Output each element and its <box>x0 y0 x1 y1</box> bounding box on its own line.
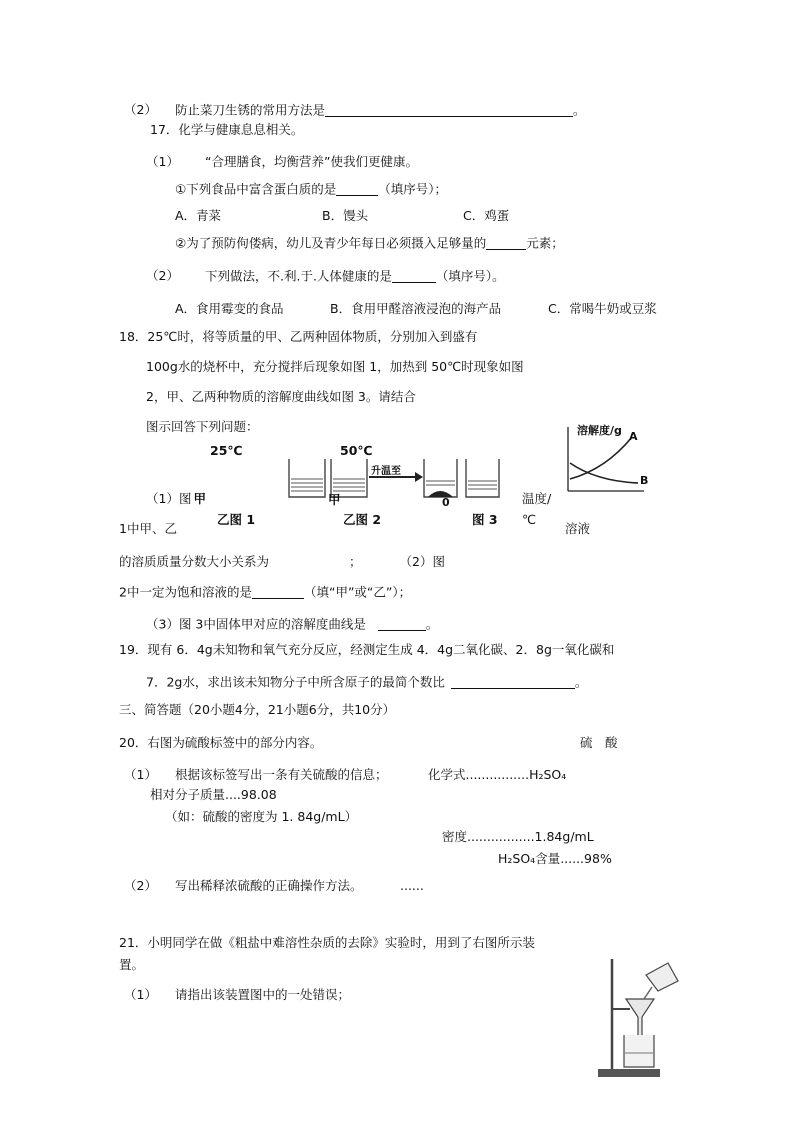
beaker-figures <box>285 455 515 503</box>
q17-p2-pre: 下列做法，不.利.于.人体健康的是 <box>205 268 392 284</box>
q18-line-b-pre: 的溶质质量分数大小关系为 <box>119 554 270 569</box>
q18-line-d-pre: （3）图 3中固体甲对应的溶解度曲线是 <box>146 616 366 632</box>
q20-p2-dots: ...... <box>400 878 424 893</box>
curve-a-label: A <box>629 430 638 443</box>
q17-p2-blank[interactable] <box>392 270 436 283</box>
q17-s1-blank[interactable] <box>336 183 378 196</box>
q17-s1-pre: ①下列食品中富含蛋白质的是 <box>175 181 337 197</box>
heat-arrow-label: 升温至 <box>371 466 401 477</box>
label-molar-mass: 相对分子质量....98.08 <box>150 787 277 802</box>
q17-p1-number: （1） <box>146 154 179 169</box>
q21-p1-number: （1） <box>124 987 157 1002</box>
q18-line-c-pre: 2中一定为饱和溶液的是 <box>119 584 252 600</box>
q17-s2 <box>175 237 564 250</box>
curve-a <box>570 437 632 479</box>
fig2-caption: 乙图 2 <box>343 512 382 527</box>
q19-line2 <box>146 676 587 689</box>
q18-line-b-mid: ； <box>349 554 362 569</box>
q18-line-c <box>119 586 411 599</box>
q18-line2: 100g水的烧杯中，充分搅拌后现象如图 1，加热到 50℃时现象如图 <box>146 359 524 374</box>
q17-p2-number: （2） <box>146 268 179 283</box>
solution-label: 溶液 <box>565 521 591 536</box>
q20-p2-number: （2） <box>124 878 157 893</box>
q16-question: 防止菜刀生锈的常用方法是 <box>175 102 326 118</box>
fig3-caption: 图 3 <box>472 512 498 527</box>
temp-25-label: 25℃ <box>210 443 243 458</box>
q16-end: 。 <box>573 102 586 118</box>
jia-mark: 甲 <box>328 492 341 507</box>
q18-line1: 18．25℃时，将等质量的甲、乙两种固体物质，分别加入到盛有 <box>119 329 478 344</box>
celsius-label: ℃ <box>522 512 537 527</box>
glass-rod <box>644 987 652 999</box>
q17-opt-c: C．鸡蛋 <box>463 208 510 223</box>
q20-example: （如：硫酸的密度为 1. 84g/mL） <box>165 809 358 824</box>
q17-s2-pre: ②为了预防佝偻病，幼儿及青少年每日必须摄入足够量的 <box>175 235 487 251</box>
q18-line4: 图示回答下列问题： <box>146 419 259 434</box>
q19-line1: 19．现有 6．4g未知物和氧气充分反应，经测定生成 4．4g二氧化碳、2．8g一氧化碳和 <box>119 642 615 657</box>
q17-s1-post: （填序号）； <box>378 181 447 197</box>
beaker-3 <box>424 459 457 497</box>
beaker-1 <box>289 459 325 497</box>
q21-line2: 置。 <box>119 957 145 972</box>
section3-title: 三、简答题（20小题4分，21小题6分，共10分） <box>119 702 396 717</box>
q18-line-b-post: （2）图 <box>399 554 445 569</box>
receiving-beaker <box>624 1035 654 1067</box>
beaker-4 <box>466 459 499 497</box>
label-title: 硫 酸 <box>580 735 618 750</box>
q19-answer-blank[interactable] <box>451 676 575 689</box>
q18-line-d <box>146 618 438 631</box>
temp-50-label: 50℃ <box>340 443 373 458</box>
q17-p2-text <box>205 270 505 283</box>
label-content: H₂SO₄含量......98% <box>498 851 612 866</box>
fig1-caption: 乙图 1 <box>217 512 256 527</box>
q18-line-b <box>119 556 445 569</box>
q17-s1 <box>175 183 447 196</box>
q16-number: （2） <box>124 102 157 117</box>
temp-axis-label: 温度/ <box>522 491 552 506</box>
q18-p1-head-text: （1）图 <box>146 491 192 506</box>
q17-p2-post: （填序号）。 <box>435 268 505 284</box>
q17-s2-post: 元素； <box>526 235 564 251</box>
q19-line2-post: 。 <box>574 674 588 690</box>
q18-line3: 2，甲、乙两种物质的溶解度曲线如图 3。请结合 <box>146 389 416 404</box>
q18-line-d-blank[interactable] <box>378 618 426 631</box>
jia-label: 甲 <box>193 491 206 506</box>
q17-opt-a: A．青菜 <box>175 208 222 223</box>
q19-line2-pre: 7．2g水，求出该未知物分子中所含原子的最简个数比 <box>146 674 445 690</box>
q21-p1-text: 请指出该装置图中的一处错误； <box>175 987 351 1002</box>
q20-title: 20．右图为硫酸标签中的部分内容。 <box>119 735 323 750</box>
q18-p1-head <box>146 493 206 506</box>
q17-opt-b: B．馒头 <box>322 208 369 223</box>
q20-p1-number: （1） <box>124 767 157 782</box>
q18-line-c-blank[interactable] <box>252 586 304 599</box>
q16-text <box>175 104 586 117</box>
pouring-beaker <box>646 963 678 991</box>
stand-base <box>598 1069 660 1077</box>
curve-b <box>570 463 638 483</box>
q20-p1-text: 根据该标签写出一条有关硫酸的信息； <box>175 767 388 782</box>
label-density: 密度.................1.84g/mL <box>442 829 594 844</box>
q18-line-d-post: 。 <box>425 616 439 632</box>
q18-line-a: 1中甲、乙 <box>119 521 177 536</box>
zero-label: 0 <box>442 496 450 509</box>
graph-ylabel: 溶解度/g <box>577 424 622 437</box>
q17-p1-text: “合理膳食，均衡营养”使我们更健康。 <box>205 154 418 169</box>
q16-answer-blank[interactable] <box>325 104 573 117</box>
curve-b-label: B <box>640 474 649 487</box>
q20-p2-text: 写出稀释浓硫酸的正确操作方法。 <box>175 878 363 893</box>
q17-p2-opt-a: A．食用霉变的食品 <box>175 301 284 316</box>
q18-line-c-post: （填“甲”或“乙”）； <box>303 584 412 600</box>
q17-s2-blank[interactable] <box>486 237 526 250</box>
q17-title: 17．化学与健康息息相关。 <box>150 122 304 137</box>
filtration-apparatus <box>596 955 686 1080</box>
q17-p2-opt-c: C．常喝牛奶或豆浆 <box>548 301 657 316</box>
label-formula: 化学式................H₂SO₄ <box>428 767 567 782</box>
q17-p2-opt-b: B．食用甲醛溶液浸泡的海产品 <box>330 301 502 316</box>
q21-line1: 21．小明同学在做《粗盐中难溶性杂质的去除》实验时，用到了右图所示装 <box>119 935 535 950</box>
